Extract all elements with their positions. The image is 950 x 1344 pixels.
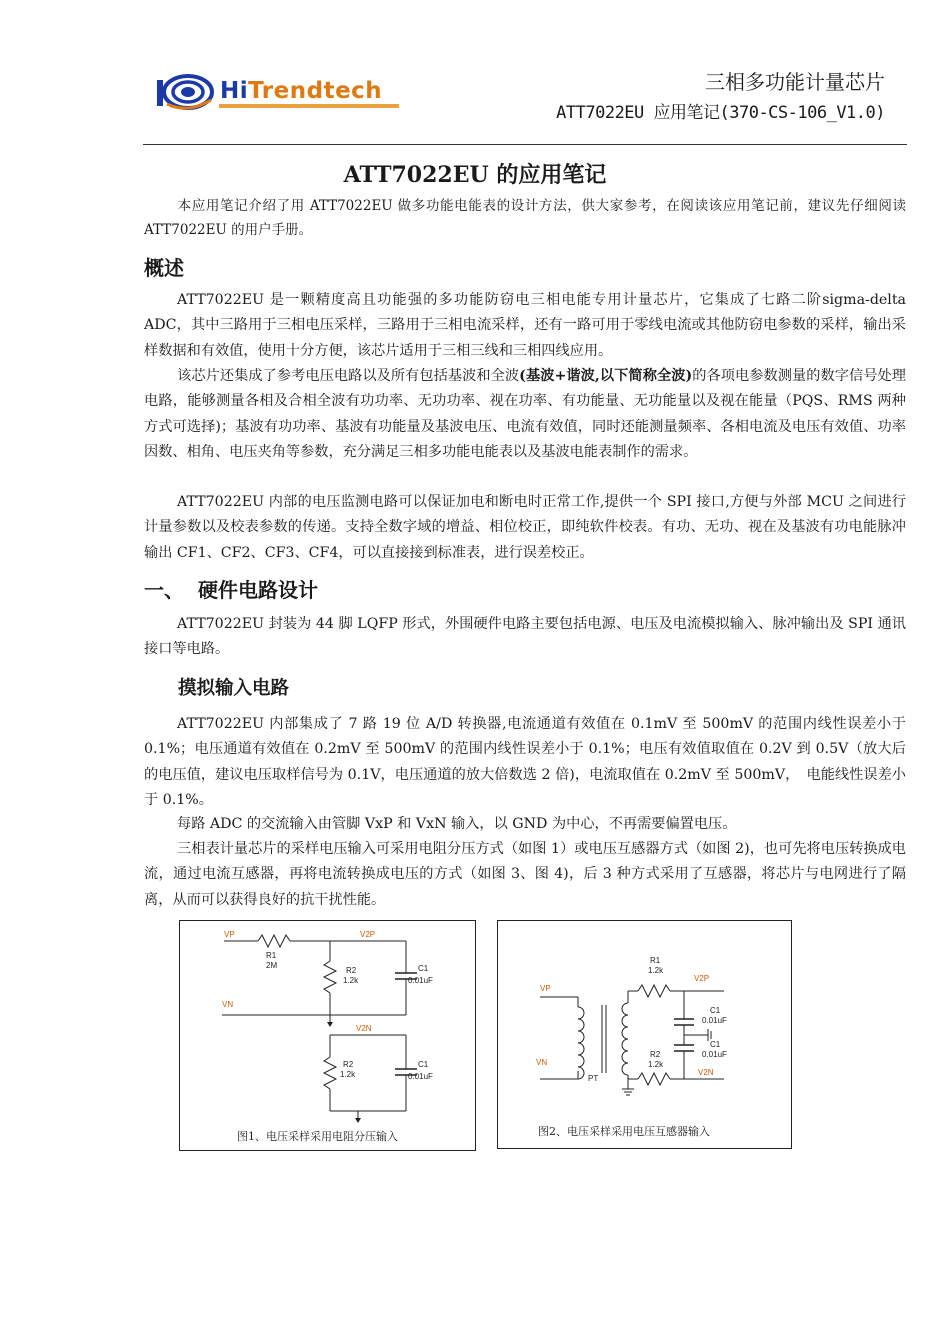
fig1-r2-value: 1.2k bbox=[343, 976, 359, 985]
logo-hi: Hi bbox=[220, 78, 249, 104]
analog-p2-text: 每路 ADC 的交流输入由管脚 VxP 和 VxN 输入，以 GND 为中心，不再需要偏置电压。 bbox=[177, 816, 737, 832]
intro-text: 本应用笔记介绍了用 ATT7022EU 做多功能电能表的设计方法，供大家参考，在阅读该应用笔记前，建议先仔细阅读 ATT7022EU 的用户手册。 bbox=[144, 198, 906, 238]
fig2-primary-coil bbox=[578, 1007, 584, 1079]
fig2-v2n-label: V2N bbox=[698, 1068, 714, 1077]
fig2-c1-label: C1 bbox=[710, 1006, 721, 1015]
fig2-r2-symbol bbox=[638, 1073, 670, 1085]
header-divider bbox=[143, 144, 907, 145]
section1-number: 一、 bbox=[144, 578, 184, 602]
fig2-c1b-label: C1 bbox=[710, 1040, 721, 1049]
figure-1-resistor-divider bbox=[179, 920, 476, 1151]
fig1-v2p-label: V2P bbox=[360, 930, 376, 939]
fig1-r2-label: R2 bbox=[346, 966, 357, 975]
analog-p3-text: 三相表计量芯片的采样电压输入可采用电阻分压方式（如图 1）或电压互感器方式（如图 2)，也可先将电压转换成电流，通过电流互感器，再将电流转换成电压的方式（如图 3、图 4)，后 3 种方式采用了互感器，将芯片与电网进行了隔离，从而可以获得良好的抗干扰性能。 bbox=[144, 841, 906, 908]
fig2-r1-value: 1.2k bbox=[648, 966, 664, 975]
section1-title: 硬件电路设计 bbox=[198, 578, 318, 602]
analog-paragraph-3 bbox=[144, 837, 906, 913]
overview-p2-bold: (基波+谐波,以下简称全波) bbox=[519, 368, 693, 384]
logo-trendtech: Trendtech bbox=[248, 78, 383, 104]
section1-heading bbox=[144, 574, 318, 603]
analog-p1-text: ATT7022EU 内部集成了 7 路 19 位 A/D 转换器,电流通道有效值在 0.1mV 至 500mV 的范围内线性误差小于 0.1%；电压通道有效值在 0.2mV 至 500mV 的范围内线性误差小于 0.1%；电压有效值取值在 0.2V 到 0.5V（放大后的电压值，建议电压取样信号为 0.1V，电压通道的放大倍数选 2 倍)，电流取值在 0.2mV 至 500mV， 电能线性误差小于 0.1%。 bbox=[144, 716, 906, 808]
fig1-r1-value: 2M bbox=[266, 961, 278, 970]
fig1-vn-label: VN bbox=[222, 1000, 234, 1009]
fig2-r1-symbol bbox=[638, 985, 670, 997]
fig1-c1-value: 0.01uF bbox=[408, 976, 433, 985]
fig2-c1-value: 0.01uF bbox=[702, 1016, 727, 1025]
analog-input-heading: 摸拟输入电路 bbox=[178, 678, 290, 699]
fig2-v2p-label: V2P bbox=[694, 974, 710, 983]
fig2-r1-label: R1 bbox=[650, 956, 661, 965]
fig2-r2-label: R2 bbox=[650, 1050, 661, 1059]
fig1-r2b-label: R2 bbox=[343, 1060, 354, 1069]
logo-wordmark bbox=[220, 78, 382, 104]
analog-paragraph-2 bbox=[144, 812, 906, 837]
fig2-vp-label: VP bbox=[540, 984, 551, 993]
fig1-caption: 图1、电压采样采用电阻分压输入 bbox=[237, 1130, 398, 1143]
overview-heading: 概述 bbox=[144, 256, 184, 280]
fig1-c1-label: C1 bbox=[418, 964, 429, 973]
analog-paragraph-1 bbox=[144, 712, 906, 813]
document-title: ATT7022EU 的应用笔记 bbox=[343, 162, 607, 188]
header-product: 三相多功能计量芯片 bbox=[705, 70, 885, 94]
figure-2-voltage-transformer bbox=[497, 920, 792, 1149]
intro-paragraph bbox=[144, 194, 906, 242]
fig1-r1-label: R1 bbox=[266, 951, 277, 960]
overview-p2-text-a: 该芯片还集成了参考电压电路以及所有包括基波和全波 bbox=[177, 368, 520, 384]
fig1-r2-symbol bbox=[324, 961, 336, 993]
overview-paragraph-2 bbox=[144, 364, 906, 465]
fig1-r1-symbol bbox=[258, 935, 290, 947]
fig2-pt-label: PT bbox=[588, 1074, 599, 1083]
fig1-ground-1-icon bbox=[327, 1022, 333, 1027]
fig2-r2-value: 1.2k bbox=[648, 1060, 664, 1069]
fig2-caption: 图2、电压采样采用电压互感器输入 bbox=[538, 1125, 710, 1138]
fig2-vn-label: VN bbox=[536, 1058, 548, 1067]
fig1-c1b-value: 0.01uF bbox=[408, 1072, 433, 1081]
header-doc-id: ATT7022EU 应用笔记(370-CS-106_V1.0) bbox=[556, 103, 885, 123]
fig1-vp-label: VP bbox=[224, 930, 235, 939]
fig2-secondary-coil bbox=[622, 1003, 628, 1075]
fig2-c1b-value: 0.01uF bbox=[702, 1050, 727, 1059]
fig1-r2b-symbol bbox=[324, 1057, 336, 1089]
overview-p2-text-b: 的各项电参数测量的数字信号处理电路，能够测量各相及合相全波有功功率、无功功率、视在功率、有功能量、无功能量以及视在能量（PQS、RMS 两种方式可选择)；基波有功功率、基波有功能量及基波电压、电流有效值，同时还能测量频率、各相电流及电压有效值、功率因数、相角、电压夹角等参数，充分满足三相多功能电能表以及基波电能表制作的需求。 bbox=[144, 368, 906, 460]
overview-p3-text: ATT7022EU 内部的电压监测电路可以保证加电和断电时正常工作,提供一个 SPI 接口,方便与外部 MCU 之间进行计量参数以及校表参数的传递。支持全数字域的增益、相位校正，即纯软件校表。有功、无功、视在及基波有功电能脉冲输出 CF1、CF2、CF3、CF4，可以直接接到标准表，进行误差校正。 bbox=[144, 494, 906, 561]
fig1-c1b-label: C1 bbox=[418, 1060, 429, 1069]
fig1-v2n-label: V2N bbox=[356, 1024, 372, 1033]
section1-paragraph bbox=[144, 612, 906, 663]
fig1-r2b-value: 1.2k bbox=[340, 1070, 356, 1079]
fig1-ground-2-icon bbox=[355, 1118, 361, 1123]
overview-p1-text: ATT7022EU 是一颗精度高且功能强的多功能防窃电三相电能专用计量芯片，它集成了七路二阶sigma-delta ADC，其中三路用于三相电压采样，三路用于三相电流采样，还有一路可用于零线电流或其他防窃电参数的采样，输出采样数据和有效值，使用十分方便，该芯片适用于三相三线和三相四线应用。 bbox=[144, 292, 906, 359]
section1-p1-text: ATT7022EU 封装为 44 脚 LQFP 形式，外围硬件电路主要包括电源、电压及电流模拟输入、脉冲输出及 SPI 通讯接口等电路。 bbox=[144, 616, 906, 658]
overview-paragraph-3 bbox=[144, 490, 906, 566]
overview-paragraph-1 bbox=[144, 288, 906, 364]
